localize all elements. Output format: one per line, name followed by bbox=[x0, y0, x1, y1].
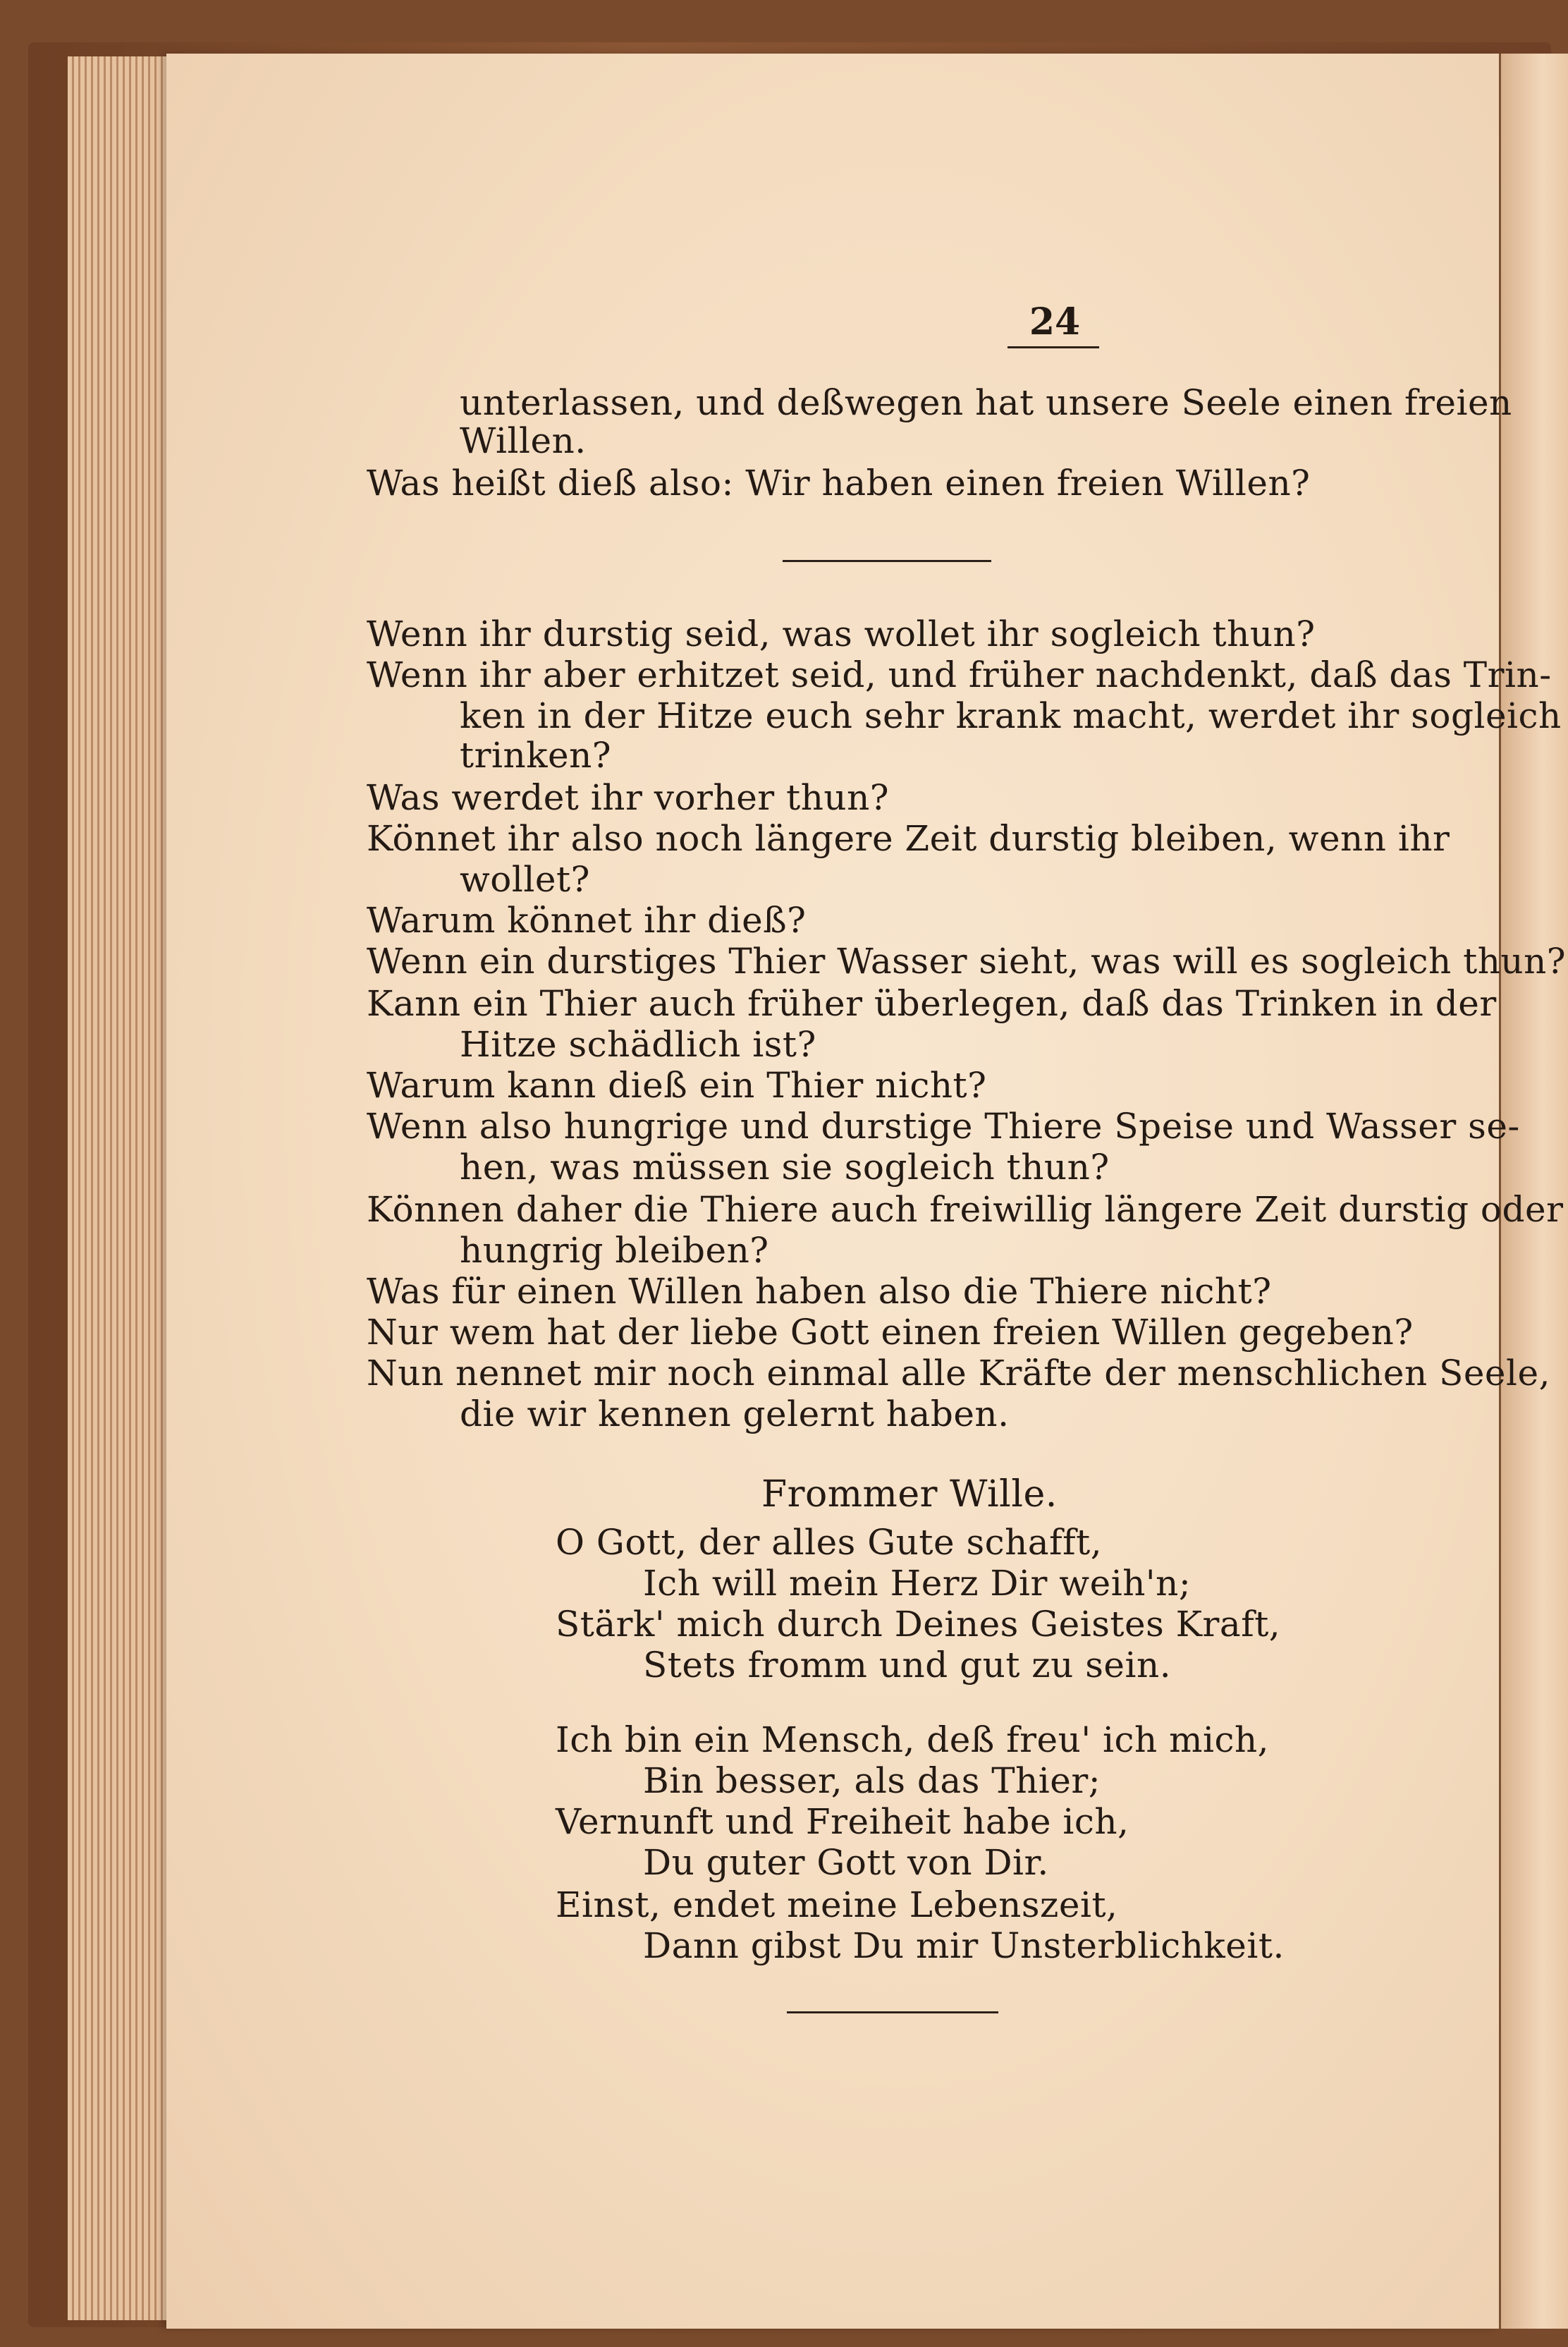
poem-line: Ich will mein Herz Dir weih'n; bbox=[643, 1563, 1192, 1604]
text-line: Wenn ein durstiges Thier Wasser sieht, was will es sogleich thun? bbox=[367, 941, 1567, 982]
poem-line: Du guter Gott von Dir. bbox=[643, 1842, 1049, 1883]
page-number: 24 bbox=[1029, 300, 1081, 343]
text-line: Hitze schädlich ist? bbox=[460, 1024, 816, 1065]
text-line: Warum kann dieß ein Thier nicht? bbox=[367, 1065, 987, 1106]
poem-line: Dann gibst Du mir Unsterblichkeit. bbox=[643, 1925, 1285, 1966]
text-line: Nur wem hat der liebe Gott einen freien Willen gegeben? bbox=[367, 1312, 1414, 1353]
poem-line: Stets fromm und gut zu sein. bbox=[643, 1645, 1172, 1685]
text-line: hen, was müssen sie sogleich thun? bbox=[460, 1147, 1110, 1188]
text-line: unterlassen, und deßwegen hat unsere Seele einen freien bbox=[460, 382, 1512, 423]
text-line: Wenn ihr aber erhitzet seid, und früher nachdenkt, daß das Trin- bbox=[367, 654, 1552, 695]
text-line: Was für einen Willen haben also die Thiere nicht? bbox=[367, 1271, 1272, 1312]
text-line: Wenn also hungrige und durstige Thiere Speise und Wasser se- bbox=[367, 1106, 1520, 1147]
text-line: wollet? bbox=[460, 859, 590, 900]
text-line: Wenn ihr durstig seid, was wollet ihr sogleich thun? bbox=[367, 614, 1316, 654]
page-number-underline bbox=[1007, 346, 1099, 348]
poem-line: Bin besser, als das Thier; bbox=[643, 1760, 1101, 1801]
text-line: hungrig bleiben? bbox=[460, 1230, 769, 1271]
text-line: Könnet ihr also noch längere Zeit durstig bleiben, wenn ihr bbox=[367, 818, 1450, 859]
poem-line: Ich bin ein Mensch, deß freu' ich mich, bbox=[556, 1719, 1270, 1760]
text-line: Warum könnet ihr dieß? bbox=[367, 900, 807, 941]
poem-line: Stärk' mich durch Deines Geistes Kraft, bbox=[556, 1604, 1281, 1645]
poem-line: Einst, endet meine Lebenszeit, bbox=[556, 1884, 1118, 1925]
text-line: Willen. bbox=[460, 420, 587, 461]
text-line: die wir kennen gelernt haben. bbox=[460, 1394, 1010, 1434]
section-divider bbox=[783, 560, 991, 562]
poem-line: Vernunft und Freiheit habe ich, bbox=[556, 1801, 1129, 1842]
text-line: Was heißt dieß also: Wir haben einen freien Willen? bbox=[367, 463, 1311, 504]
text-line: Können daher die Thiere auch freiwillig längere Zeit durstig oder bbox=[367, 1189, 1564, 1230]
text-line: trinken? bbox=[460, 735, 612, 776]
poem-line: O Gott, der alles Gute schafft, bbox=[556, 1522, 1103, 1563]
poem-title: Frommer Wille. bbox=[761, 1473, 1058, 1516]
text-line: ken in der Hitze euch sehr krank macht, werdet ihr sogleich bbox=[460, 695, 1562, 736]
book-page bbox=[166, 54, 1567, 2329]
text-line: Kann ein Thier auch früher überlegen, daß das Trinken in der bbox=[367, 983, 1497, 1024]
end-divider bbox=[787, 2011, 998, 2013]
text-line: Nun nennet mir noch einmal alle Kräfte der menschlichen Seele, bbox=[367, 1353, 1550, 1394]
text-line: Was werdet ihr vorher thun? bbox=[367, 777, 890, 818]
